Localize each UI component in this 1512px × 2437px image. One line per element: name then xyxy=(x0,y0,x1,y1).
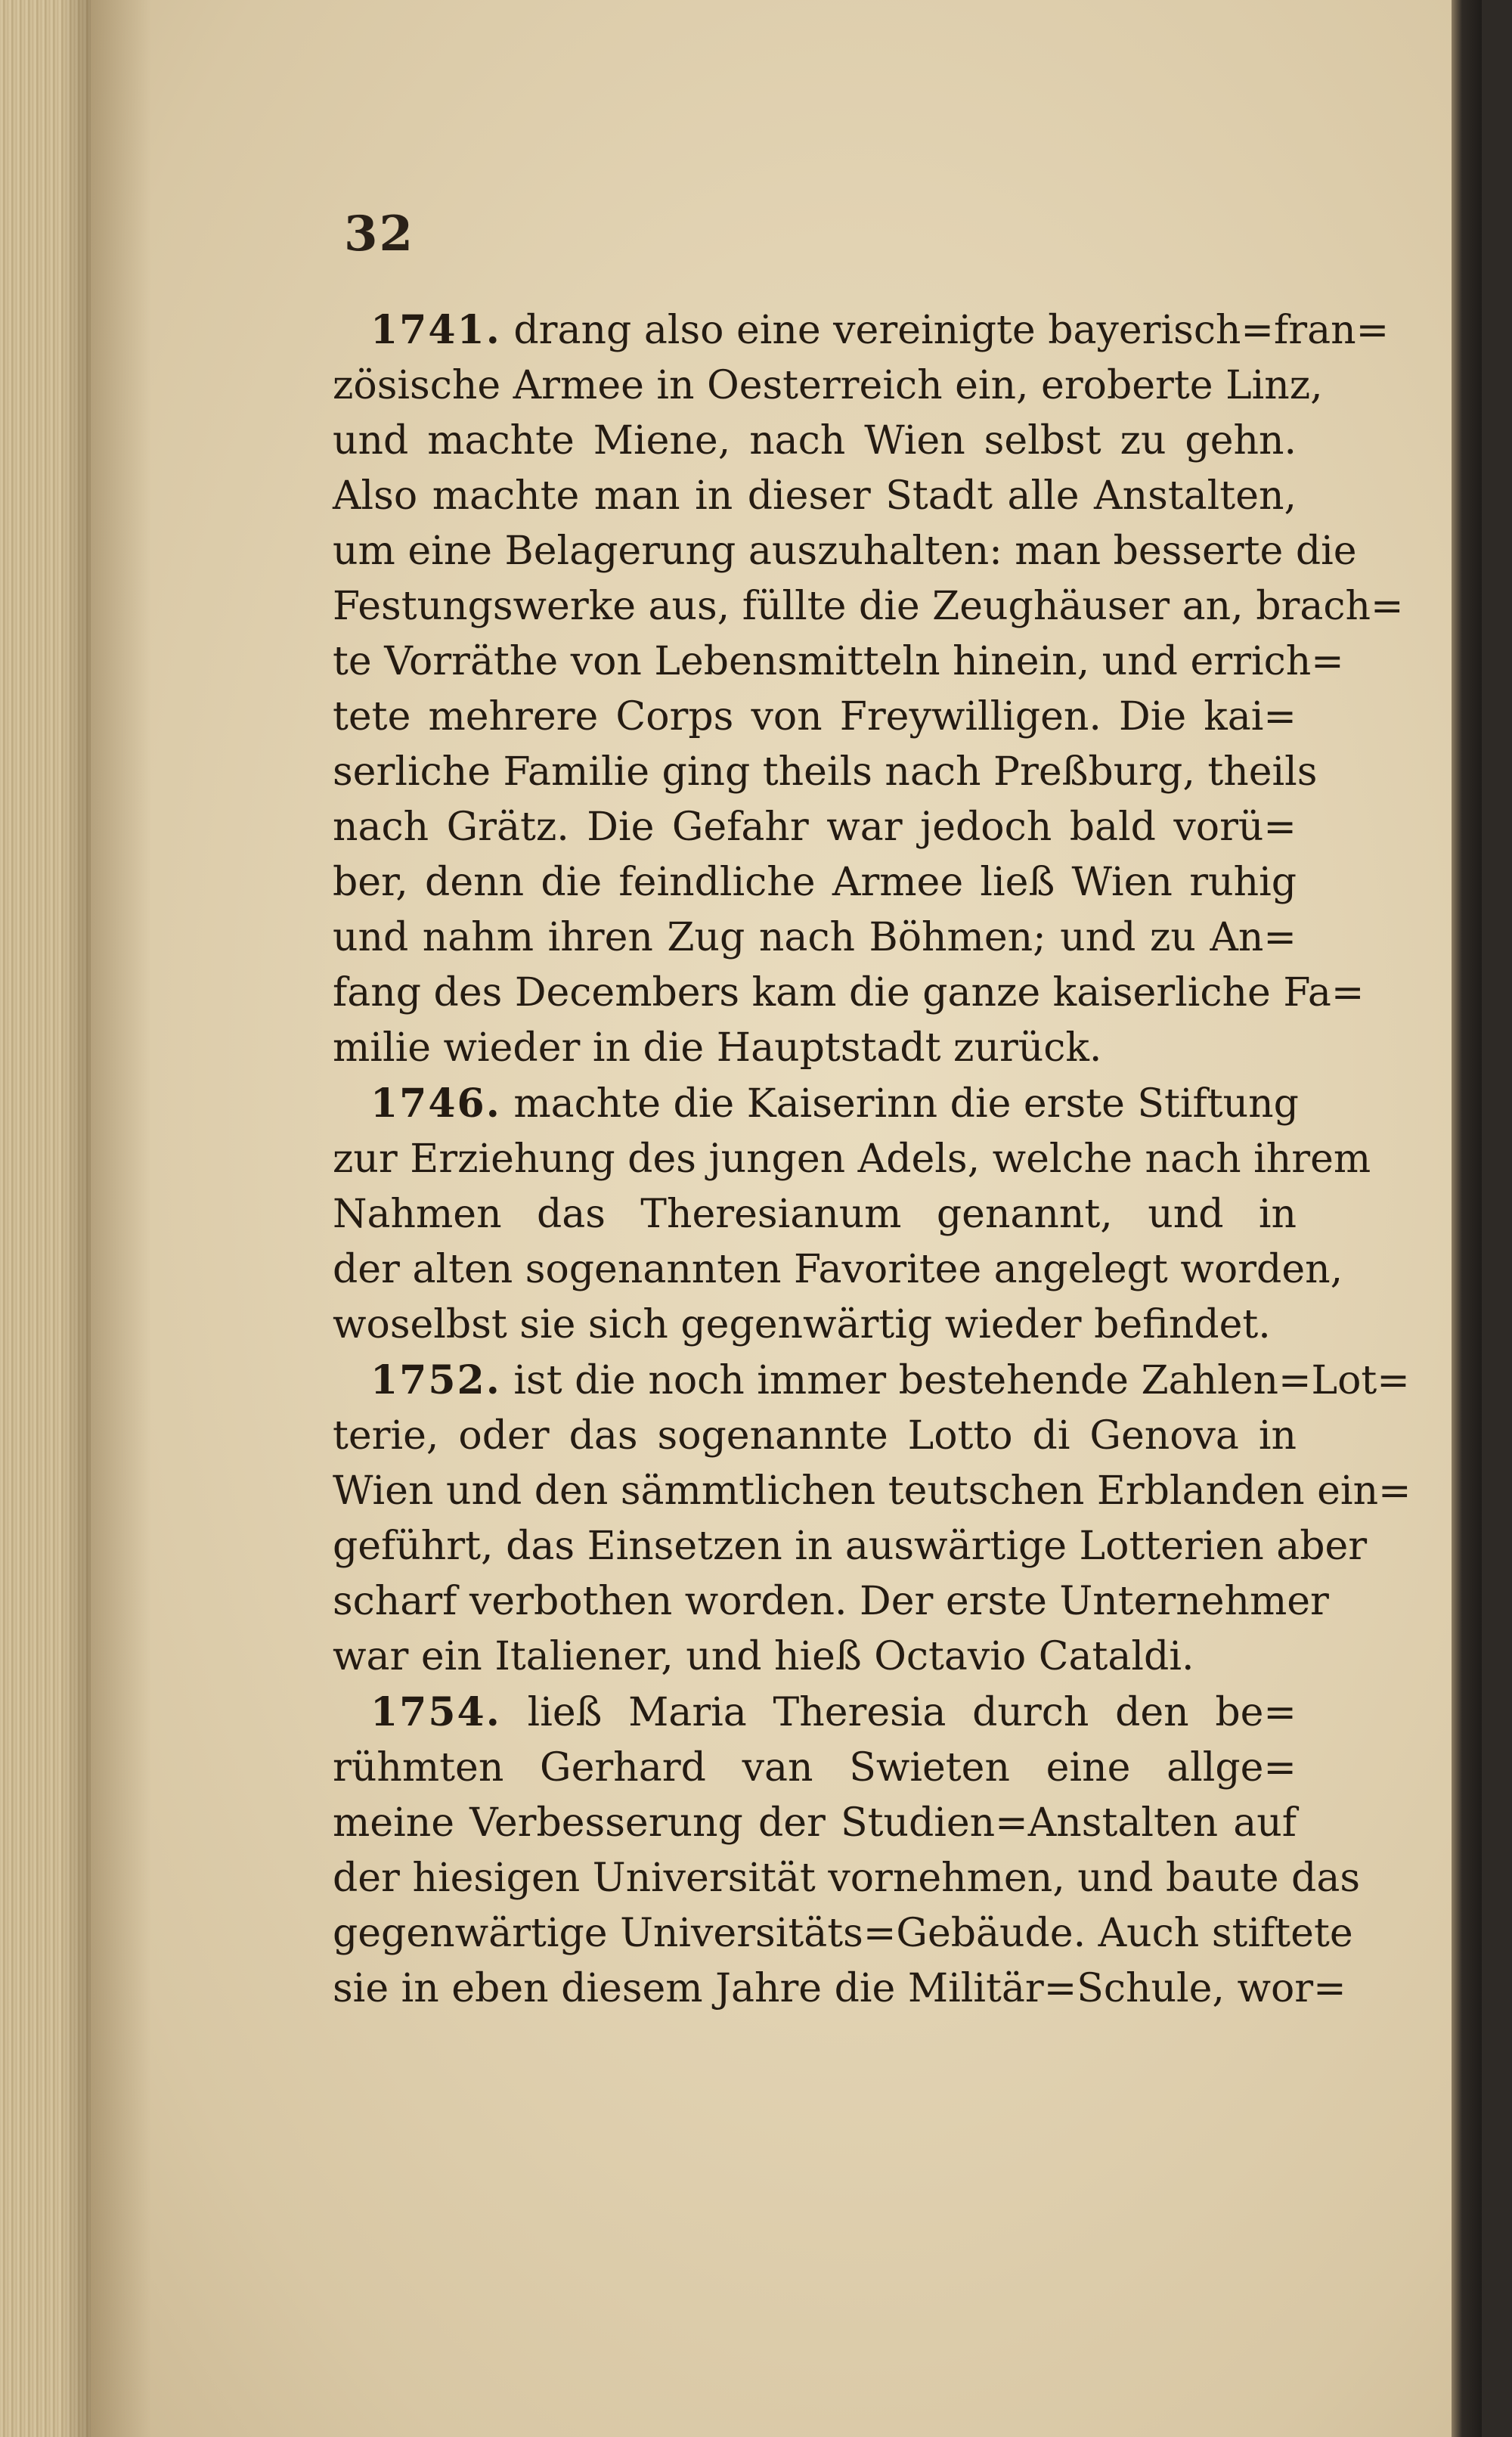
text-line: terie, oder das sogenannte Lotto di Genova in xyxy=(333,1413,1297,1459)
text-line: zösische Armee in Oesterreich ein, eroberte Linz, xyxy=(333,363,1323,408)
text-line: 1741. drang also eine vereinigte bayerisch=fran= xyxy=(370,307,1390,353)
year-label: 1754. xyxy=(370,1689,501,1735)
text-line: der alten sogenannten Favoritee angelegt worden, xyxy=(333,1247,1343,1292)
year-label: 1752. xyxy=(370,1357,501,1403)
text-line: tete mehrere Corps von Freywilligen. Die kai= xyxy=(333,694,1297,739)
paragraph-1752 xyxy=(333,1353,1411,1685)
text-line: milie wieder in die Hauptstadt zurück. xyxy=(333,1025,1102,1071)
text-line: der hiesigen Universität vornehmen, und baute das xyxy=(333,1856,1361,1901)
text-line: war ein Italiener, und hieß Octavio Cataldi. xyxy=(333,1634,1194,1679)
text-line: um eine Belagerung auszuhalten: man besserte die xyxy=(333,529,1357,574)
binding-shadow xyxy=(1452,0,1482,2437)
text-line: Wien und den sämmtlichen teutschen Erblanden ein= xyxy=(333,1468,1411,1514)
text-line: te Vorräthe von Lebensmitteln hinein, und errich= xyxy=(333,639,1344,684)
text-line: geführt, das Einsetzen in auswärtige Lotterien aber xyxy=(333,1524,1368,1569)
body-text xyxy=(333,302,1411,2017)
text-line: fang des Decembers kam die ganze kaiserliche Fa= xyxy=(333,970,1365,1015)
text-line: gegenwärtige Universitäts=Gebäude. Auch stiftete xyxy=(333,1911,1353,1956)
text-line: Nahmen das Theresianum genannt, und in xyxy=(333,1192,1297,1237)
text-line: nach Grätz. Die Gefahr war jedoch bald vorü= xyxy=(333,805,1297,850)
text-line: Festungswerke aus, füllte die Zeughäuser an, brach= xyxy=(333,584,1404,629)
text-line: ber, denn die feindliche Armee ließ Wien ruhig xyxy=(333,860,1297,905)
paragraph-1741 xyxy=(333,302,1404,1076)
text-line: Also machte man in dieser Stadt alle Anstalten, xyxy=(333,473,1297,519)
text-line: 1746. machte die Kaiserinn die erste Stiftung xyxy=(370,1081,1299,1127)
text-line: meine Verbesserung der Studien=Anstalten auf xyxy=(333,1800,1297,1846)
text-line: scharf verbothen worden. Der erste Unternehmer xyxy=(333,1579,1329,1624)
page-edges xyxy=(0,0,91,2437)
paragraph-1746 xyxy=(333,1076,1371,1353)
text-line: sie in eben diesem Jahre die Militär=Schule, wor= xyxy=(333,1966,1346,2011)
year-label: 1741. xyxy=(370,307,501,353)
text-line: 1754. ließ Maria Theresia durch den be= xyxy=(370,1689,1297,1735)
text-line: rühmten Gerhard van Swieten eine allge= xyxy=(333,1745,1297,1791)
text-line: zur Erziehung des jungen Adels, welche nach ihrem xyxy=(333,1136,1371,1182)
text-line: und nahm ihren Zug nach Böhmen; und zu An= xyxy=(333,915,1297,960)
text-line: woselbst sie sich gegenwärtig wieder befindet. xyxy=(333,1302,1271,1347)
text-line: serliche Familie ging theils nach Preßburg, theils xyxy=(333,749,1318,795)
paragraph-1754 xyxy=(333,1685,1361,2017)
text-line: 1752. ist die noch immer bestehende Zahlen=Lot= xyxy=(370,1357,1410,1403)
text-line: und machte Miene, nach Wien selbst zu gehn. xyxy=(333,418,1297,464)
year-label: 1746. xyxy=(370,1081,501,1127)
page-number: 32 xyxy=(344,206,415,262)
